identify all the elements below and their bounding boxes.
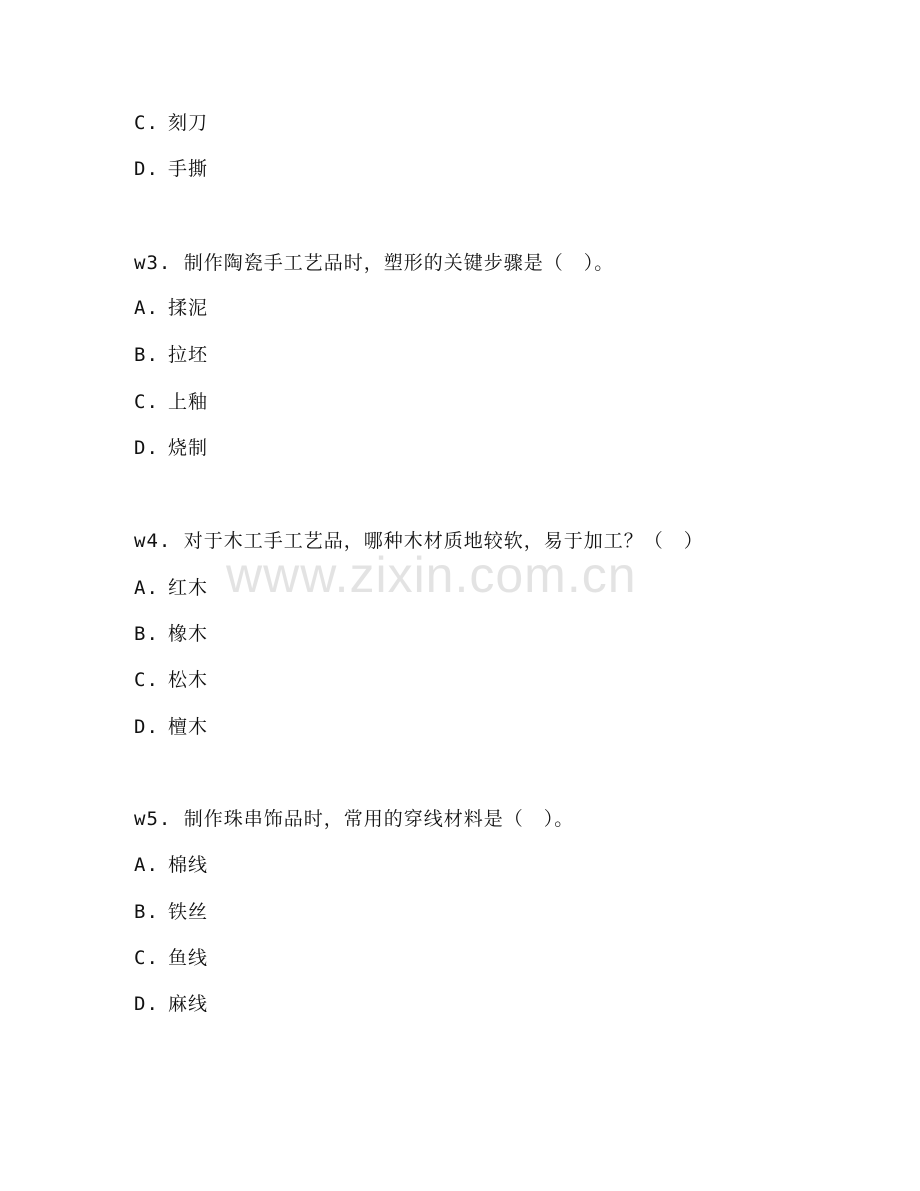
option-letter: B. xyxy=(134,344,159,366)
option-text: 松木 xyxy=(168,669,209,691)
q5-stem: w5. 制作珠串饰品时，常用的穿线材料是（ ）。 xyxy=(134,808,575,830)
option-text: 手撕 xyxy=(168,158,209,180)
option-letter: A. xyxy=(134,577,159,599)
option-letter: B. xyxy=(134,901,159,923)
option-text: 橡木 xyxy=(168,623,209,645)
q5-option-b xyxy=(134,900,208,924)
option-letter: D. xyxy=(134,716,159,738)
option-letter: A. xyxy=(134,297,159,319)
option-text: 拉坯 xyxy=(168,344,209,366)
q3-stem: w3. 制作陶瓷手工艺品时，塑形的关键步骤是（ ）。 xyxy=(134,252,615,274)
option-letter: B. xyxy=(134,623,159,645)
option-letter: C. xyxy=(134,391,159,413)
q4-option-b xyxy=(134,622,208,646)
option-text: 铁丝 xyxy=(168,901,209,923)
option-letter: A. xyxy=(134,854,159,876)
option-letter: C. xyxy=(134,669,159,691)
watermark: www.zixin.com.cn xyxy=(226,547,637,603)
q2-option-d xyxy=(134,157,208,181)
option-letter: D. xyxy=(134,993,159,1015)
q4-option-d xyxy=(134,715,208,739)
option-letter: C. xyxy=(134,112,159,134)
option-text: 檀木 xyxy=(168,716,209,738)
option-text: 烧制 xyxy=(168,437,209,459)
option-text: 上釉 xyxy=(168,391,209,413)
q4-option-a xyxy=(134,576,208,600)
q3-option-a xyxy=(134,296,208,320)
option-letter: D. xyxy=(134,437,159,459)
option-text: 棉线 xyxy=(168,854,209,876)
option-letter: D. xyxy=(134,158,159,180)
option-text: 刻刀 xyxy=(168,112,209,134)
option-text: 麻线 xyxy=(168,993,209,1015)
q3-option-d xyxy=(134,436,208,460)
option-text: 鱼线 xyxy=(168,947,209,969)
option-letter: C. xyxy=(134,947,159,969)
q4-option-c xyxy=(134,668,208,692)
q5-option-a xyxy=(134,853,208,877)
q5-option-c xyxy=(134,946,208,970)
q3-option-b xyxy=(134,343,208,367)
option-text: 红木 xyxy=(168,577,209,599)
option-text: 揉泥 xyxy=(168,297,209,319)
q2-option-c xyxy=(134,111,208,135)
q5-option-d xyxy=(134,992,208,1016)
q4-stem: w4. 对于木工手工艺品，哪种木材质地较软，易于加工？（ ） xyxy=(134,530,704,552)
q3-option-c xyxy=(134,390,208,414)
